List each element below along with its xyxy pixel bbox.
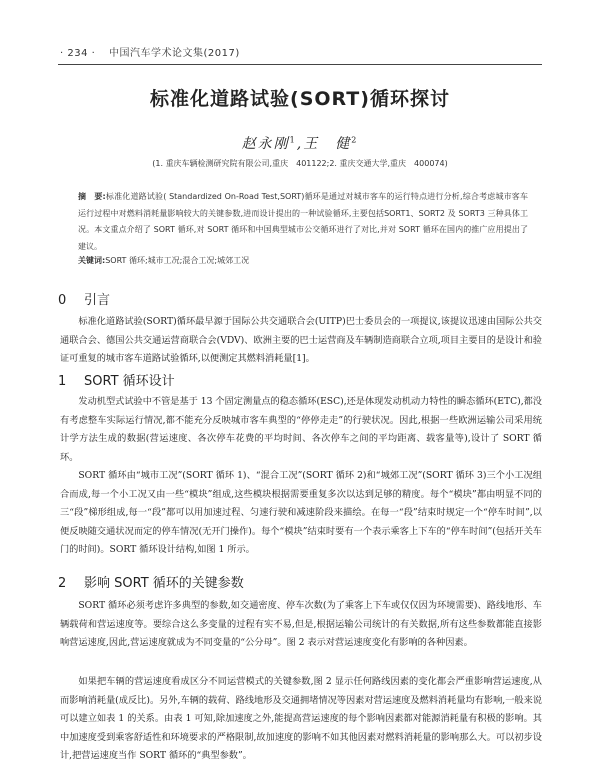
page-number: · 234 · <box>60 48 96 59</box>
affiliation: (1. 重庆车辆检测研究院有限公司,重庆 401122;2. 重庆交通大学,重庆 400074) <box>152 159 448 168</box>
section-heading-0 <box>58 289 110 308</box>
paragraph: 如果把车辆的营运速度看成区分不同运营模式的关键参数,图 2 显示任何路线因素的变化都会严重影响营运速度,从而影响消耗量(成反比)。另外,车辆的载荷、路线地形及交通拥堵情况等因素对营运速度及燃料消耗量均有影响,一般来说可以建立如表 1 的关系。由表 1 可知,除加速度之外,能提高营运速度的每个影响因素都对能源消耗量有积极的影响。其中加速度受到乘客舒适性和环境要求的严格限制,故加速度的影响不如其他因素对燃料消耗量的影响那么大。可以初步设计,把营运速度当作 SORT 循环的“典型参数”。 <box>60 676 542 762</box>
paragraph: 发动机型式试验中不管是基于 13 个固定测量点的稳态循环(ESC),还是体现发动机动力特性的瞬态循环(ETC),都没有考虑整车实际运行情况,都不能充分反映城市客车典型的“停停走走”的行驶状况。因此,根据一些欧洲运输公司采用统计学方法生成的数据(营运速度、各次停车花费的平均时间、各次停车之间的平均距离、载客量等),设计了 SORT 循环。 <box>60 396 542 463</box>
abstract-text: 标准化道路试验( Standardized On-Road Test,SORT)循环是通过对城市客车的运行特点进行分析,综合考虑城市客车运行过程中对燃料消耗量影响较大的关键参数,进而设计提出的一种试验循环,主要包括SORT1、SORT2 及 SORT3 三种具体工况。本文重点介绍了 SORT 循环,对 SORT 循环和中国典型城市公交循环进行了对比,并对 SORT 循环在国内的推广应用提出了建议。 <box>78 192 528 251</box>
paragraph: SORT 循环由“城市工况”(SORT 循环 1)、“混合工况”(SORT 循环 2)和“城郊工况”(SORT 循环 3)三个小工况组合而成,每一个小工况又由一些“模块”组成,这些模块根据需要重复多次以达到足够的精度。每个“模块”都由明显不同的三“段”梯形组成,每一“段”都可以用加速过程、匀速行驶和减速阶段来描绘。在每一“段”结束时规定一个“停车时间”,以便反映随交通状况而定的停车情况(无开门操作)。每个“模块”结束时要有一个表示乘客上下车的“停车时间”(包括开关车门的时间)。SORT 循环设计结构,如图 1 所示。 <box>60 470 542 556</box>
section-heading-2 <box>58 572 244 591</box>
abstract-label: 摘 要: <box>78 192 106 201</box>
section-heading-1 <box>58 370 175 389</box>
section-number: 1 <box>58 374 67 389</box>
section-title: 引言 <box>84 293 111 308</box>
author-line <box>0 133 600 153</box>
keywords <box>78 255 548 266</box>
running-header <box>60 44 240 59</box>
author-1-affil-mark: 1 <box>289 135 297 145</box>
header-rule <box>58 64 542 65</box>
author-separator: , <box>296 136 304 152</box>
paragraph: 标准化道路试验(SORT)循环最早源于国际公共交通联合会(UITP)巴士委员会的一项提议,该提议迅速由国际公共交通联合会、德国公共交通运营商联合会(VDV)、欧洲主要的巴士运营商及车辆制造商联合立项,项目主要目的是设计和验证可重复的城市客车道路试验循环,以便测定其燃料消耗量[1]。 <box>60 316 542 365</box>
section-title: 影响 SORT 循环的关键参数 <box>84 576 244 591</box>
keywords-text: SORT 循环;城市工况;混合工况;城郊工况 <box>105 256 250 265</box>
section-number: 2 <box>58 576 67 591</box>
paragraph: SORT 循环必须考虑许多典型的参数,如交通密度、停车次数(为了乘客上下车或仅仅因为环境需要)、路线地形、车辆载荷和营运速度等。要综合这么多变量的过程有实不易,但是,根据运输公司统计的有关数据,所有这些参数都能直接影响营运速度,因此,营运速度就成为不同变量的“公分母”。图 2 表示对营运速度变化有影响的各种因素。 <box>60 600 542 649</box>
article-title: 标准化道路试验(SORT)循环探讨 <box>150 88 450 110</box>
journal-name: 中国汽车学术论文集(2017) <box>109 48 240 59</box>
section-number: 0 <box>58 293 67 308</box>
abstract <box>78 189 528 255</box>
keywords-label: 关键词: <box>78 256 106 265</box>
author-2-affil-mark: 2 <box>351 135 359 145</box>
section-title: SORT 循环设计 <box>84 374 175 389</box>
author-2: 王 健 <box>303 136 352 152</box>
author-1: 赵永刚 <box>241 136 290 152</box>
